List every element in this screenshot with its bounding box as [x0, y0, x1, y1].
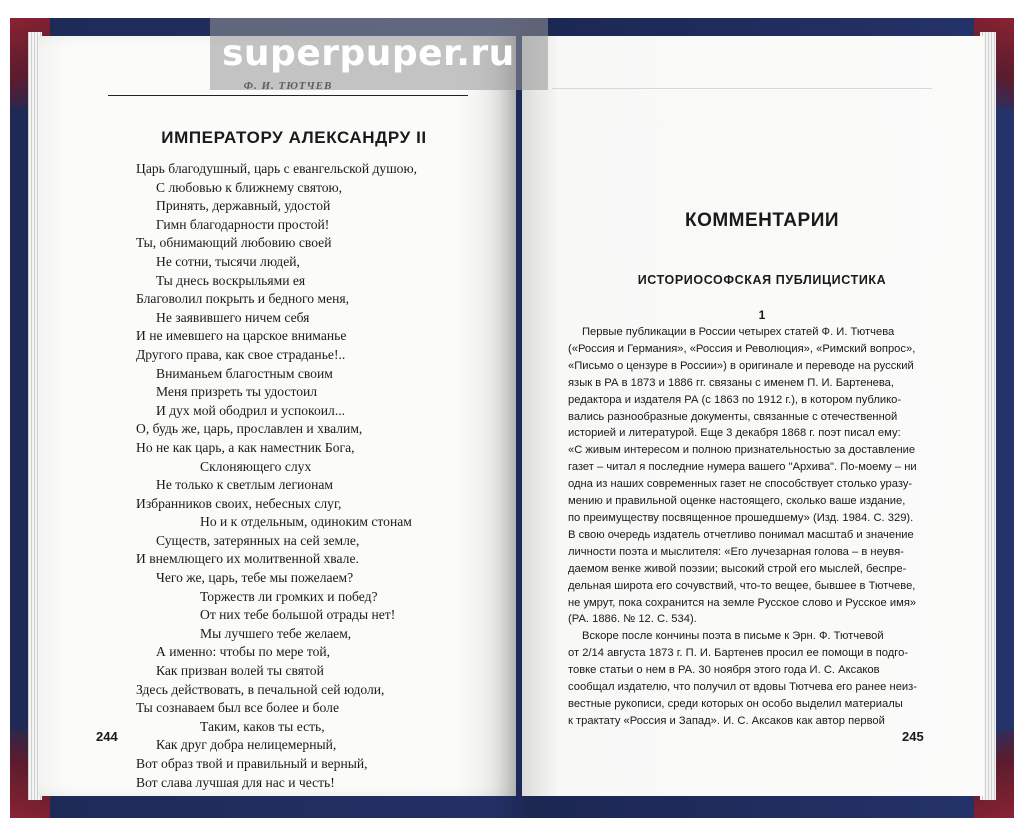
poem-line: Чего же, царь, тебе мы пожелаем? — [156, 570, 354, 586]
commentary-line: газет – читал я последние нумера вашего "Архива". По-моему – ни — [568, 461, 917, 474]
poem-line: Избранников своих, небесных слуг, — [136, 495, 342, 511]
ghost-header-line — [552, 82, 932, 89]
watermark-logo: superpuper.ru — [210, 18, 548, 90]
poem-line: Гимн благодарности простой! — [156, 216, 330, 232]
poem-line: Здесь действовать, в печальной сей юдоли, — [136, 681, 385, 697]
commentary-line: («Россия и Германия», «Россия и Революция», «Римский вопрос», — [568, 342, 916, 355]
poem-line: Царь благодушный, царь с евангельской душою, — [136, 161, 418, 176]
poem-line: Но и к отдельным, одиноким стонам — [200, 514, 412, 530]
page-number: 245 — [902, 729, 924, 744]
commentary-line: вестные рукописи, среди которых он особо выделил материалы — [568, 697, 903, 710]
poem-line: Ты сознаваем был все более и боле — [136, 700, 339, 716]
poem-line: С любовью к ближнему святою, — [156, 179, 343, 195]
commentary-line: сообщал издателю, что получил от вдовы Тютчева его ранее неиз- — [568, 681, 918, 694]
poem-line: Меня призреть ты удостоил — [156, 384, 318, 400]
poem-line: Склоняющего слух — [200, 458, 312, 474]
commentary-line: дельная широта его сочувствий, что-то вещее, бывшее в Тютчеве, — [568, 579, 916, 592]
poem-line: Благоволил покрыть и бедного меня, — [136, 291, 350, 307]
commentary-line: историей и литературой. Еще 3 декабря 1868 г. поэт писал ему: — [568, 427, 901, 440]
commentary-line: к трактату «Россия и Запад». И. С. Аксаков как автор первой — [568, 714, 885, 727]
commentary-line: одна из наших современных газет не способствует столько уразу- — [568, 478, 913, 491]
poem-line: Вниманьем благостным своим — [156, 365, 333, 381]
commentary-line: мению и правильной оценке настоящего, сколько ваше издание, — [568, 495, 906, 508]
commentary-line: даемом венке живой поэзии; высокий строй его мыслей, беспре- — [568, 562, 907, 575]
commentary-line: не умрут, пока сохранится на земле Русское слово и Русское имя» — [568, 596, 917, 609]
poem-line: Не сотни, тысячи людей, — [156, 253, 300, 269]
poem-line: И не имевшего на царское вниманье — [136, 328, 347, 344]
commentary-line: по преимуществу посвященное прошедшему» (Изд. 1984. С. 329). — [568, 511, 914, 524]
poem-line: Как друг добра нелицемерный, — [156, 737, 337, 753]
poem-line: Другого права, как свое страданье!.. — [136, 346, 346, 362]
left-page — [38, 36, 516, 796]
poem-line: Вот слава лучшая для нас и честь! — [136, 774, 335, 790]
commentary-line: редактора и издателя РА (с 1863 по 1912 г.), в котором публико- — [568, 393, 902, 406]
commentary-paragraph — [568, 628, 953, 729]
poem-line: И внемлющего их молитвенной хвале. — [136, 551, 359, 567]
poem-title: ИМПЕРАТОРУ АЛЕКСАНДРУ II — [161, 128, 427, 147]
page-number: 244 — [96, 729, 118, 744]
commentary-line: вались разнообразные документы, связанные с отечественной — [568, 410, 898, 423]
commentary-line: «С живым интересом и полною признательностью за доставление — [568, 444, 916, 457]
poem-line: Ты, обнимающий любовию своей — [136, 235, 332, 251]
commentary-line: «Письмо о цензуре в России») в оригинале и переводе на русский — [568, 359, 914, 372]
commentary-paragraph — [568, 324, 953, 628]
poem-line: Таким, каков ты есть, — [200, 718, 325, 734]
poem-line: Существ, затерянных на сей земле, — [156, 532, 360, 548]
poem-line: Не только к светлым легионам — [156, 477, 334, 493]
commentary-line: товке статьи о нем в РА. 30 ноября этого года И. С. Аксаков — [568, 664, 880, 677]
commentary-line: язык в РА в 1873 и 1886 гг. связаны с именем П. И. Бартенева, — [568, 376, 895, 389]
poem-line: Торжеств ли громких и побед? — [200, 588, 378, 604]
section-number: 1 — [758, 308, 766, 322]
poem-line: И дух мой ободрил и успокоил... — [156, 402, 346, 418]
commentary-text — [568, 324, 953, 730]
poem-line: Мы лучшего тебе желаем, — [200, 625, 352, 641]
poem-line: Вот образ твой и правильный и верный, — [136, 756, 368, 771]
poem-line: Но не как царь, а как наместник Бога, — [136, 439, 355, 455]
poem-line: А именно: чтобы по мере той, — [156, 644, 331, 660]
commentary-line: Вскоре после кончины поэта в письме к Эрн. Ф. Тютчевой — [582, 630, 884, 643]
commentary-line: В свою очередь издатель отчетливо понимал масштаб и значение — [568, 528, 914, 541]
poem-line: От них тебе большой отрады нет! — [200, 607, 396, 623]
commentary-line: (РА. 1886. № 12. С. 534). — [568, 613, 697, 626]
poem-line: Как призван волей ты святой — [156, 663, 324, 679]
section-title: КОММЕНТАРИИ — [684, 210, 840, 231]
poem-line: Ты днесь воскрыльями ея — [156, 272, 306, 288]
poem-line: Не заявившего ничем себя — [156, 309, 310, 325]
commentary-line: Первые публикации в России четырех статей Ф. И. Тютчева — [582, 326, 895, 338]
poem-line: О, будь же, царь, прославлен и хвалим, — [136, 421, 363, 437]
subsection-title: ИСТОРИОСОФСКАЯ ПУБЛИЦИСТИКА — [637, 273, 887, 287]
poem-body — [136, 160, 476, 792]
right-page — [522, 36, 984, 796]
commentary-line: личности поэта и мыслителя: «Его лучезарная голова – в неувя- — [568, 545, 904, 558]
commentary-line: от 2/14 августа 1873 г. П. И. Бартенев просил ее помощи в подго- — [568, 647, 909, 660]
poem-line: Принять, державный, удостой — [156, 198, 331, 214]
